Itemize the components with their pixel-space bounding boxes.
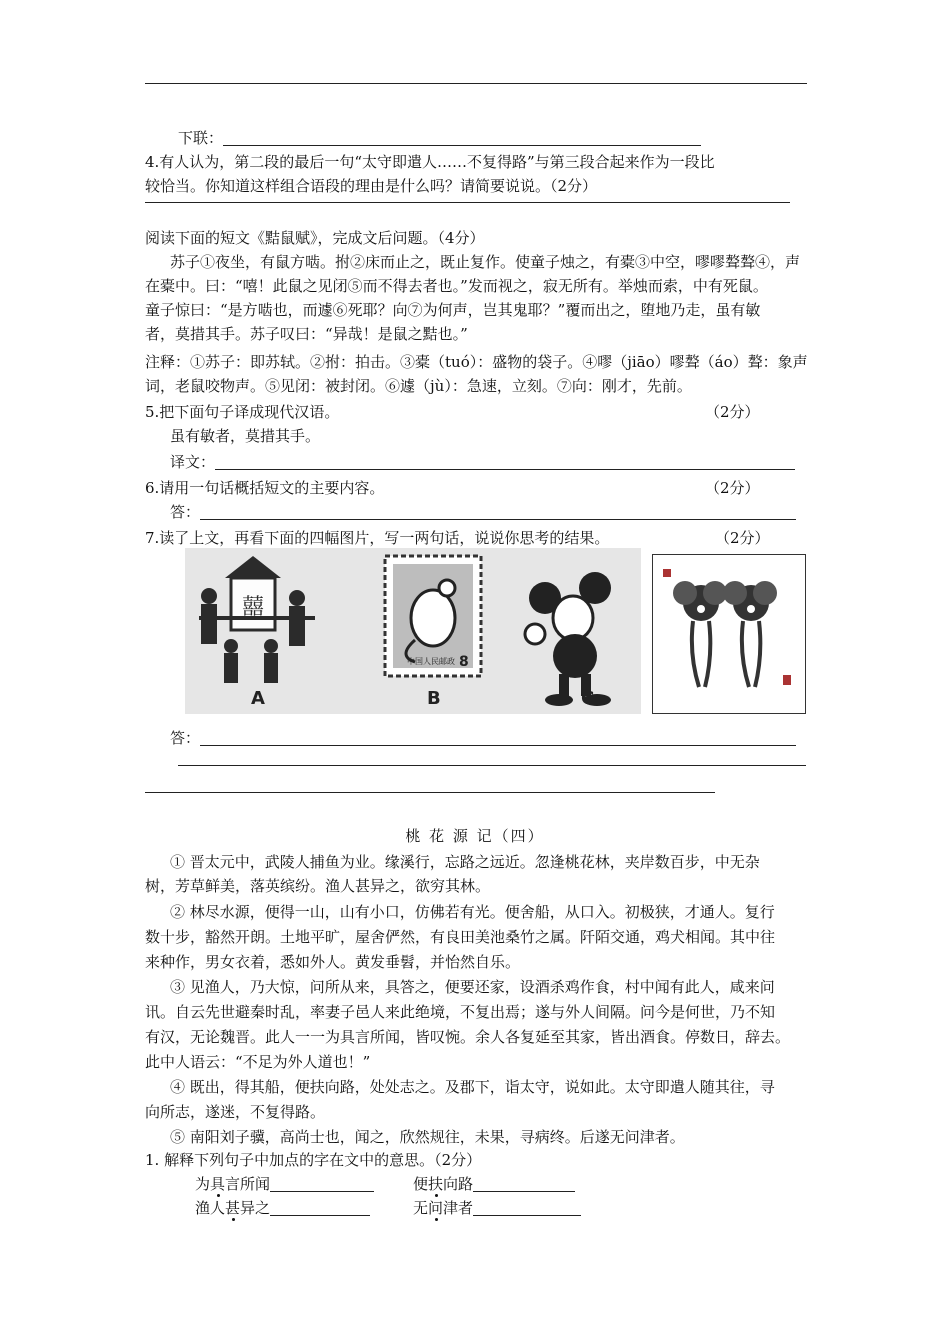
taohua-q1: 1. 解释下列句子中加点的字在文中的意思。（2分） (145, 1151, 482, 1169)
note-line1: 注释：①苏子：即苏轼。②拊：拍击。③橐（tuó）：盛物的袋子。④嘐（jiāo）嘐聱（áo）聱：象声 (145, 353, 808, 371)
reading-p3: 童子惊曰：“是方啮也，而遽⑥死耶？向⑦为何声，岂其鬼耶？”覆而出之，堕地乃走，虽有敏 (145, 301, 761, 319)
q5-answer-blank[interactable] (215, 453, 795, 470)
q6-answer-blank[interactable] (200, 503, 796, 520)
stamp-text: 中国人民邮政 (407, 657, 455, 666)
q5-answer-label: 译文： (170, 453, 216, 471)
taohua-para-line: ⑤ 南阳刘子骥，高尚士也，闻之，欣然规往，未果，寻病终。后遂无问津者。 (170, 1128, 685, 1146)
xialian-line (178, 126, 818, 150)
q7-answer-line3[interactable] (145, 792, 715, 793)
q5-score: （2分） (705, 403, 760, 421)
q7-question: 7.读了上文，再看下面的四幅图片，写一两句话，说说你思考的结果。 (145, 529, 610, 547)
term-item: 无问津者 (413, 1196, 613, 1220)
stamp-icon (385, 556, 481, 676)
q5-question: 5.把下面句子译成现代汉语。 (145, 403, 340, 421)
q7-answer-label: 答： (170, 729, 201, 747)
reading-intro: 阅读下面的短文《黠鼠赋》，完成文后问题。（4分） (145, 229, 485, 247)
term-answer-blank[interactable] (473, 1199, 581, 1216)
q5-sentence: 虽有敏者，莫措其手。 (170, 427, 321, 445)
reading-p4: 者，莫措其手。苏子叹曰：“异哉！是鼠之黠也。” (145, 325, 468, 343)
taohua-para-line: 有汉，无论魏晋。此人一一为具言所闻，皆叹惋。余人各复延至其家，皆出酒食。停数日，辞去。 (145, 1028, 791, 1046)
q7-answer-line2[interactable] (178, 765, 806, 766)
taohua-para-line: 讯。自云先世避秦时乱，率妻子邑人来此绝境，不复出焉；遂与外人间隔。问今是何世，乃不知 (145, 1003, 776, 1021)
xialian-label: 下联： (178, 129, 224, 147)
taohua-para-line: 树，芳草鲜美，落英缤纷。渔人甚异之，欲穷其林。 (145, 877, 491, 895)
note-line2: 词，老鼠咬物声。⑤见闭：被封闭。⑥遽（jù）：急速，立刻。⑦向：刚才，先前。 (145, 377, 692, 395)
taohua-para-line: ④ 既出，得其船，便扶向路，处处志之。及郡下，诣太守，说如此。太守即遣人随其往，寻 (170, 1078, 775, 1096)
q4-line2: 较恰当。你知道这样组合语段的理由是什么吗？请简要说说。（2分） (145, 177, 598, 195)
taohua-para-line: ① 晋太元中，武陵人捕鱼为业。缘溪行，忘路之远近。忽逢桃花林，夹岸数百步，中无杂 (170, 853, 760, 871)
stamp-value: 8 (459, 654, 469, 670)
q4-line1: 4.有人认为，第二段的最后一句“太守即遣人……不复得路”与第三段合起来作为一段比 (145, 153, 715, 171)
taohua-para-line: 此中人语云：“不足为外人道也！” (145, 1053, 371, 1071)
taohua-title: 桃 花 源 记（四） (405, 827, 545, 845)
term-answer-blank[interactable] (473, 1175, 575, 1192)
q4-answer-line[interactable] (145, 202, 790, 203)
term-item: 渔人甚异之 (195, 1196, 395, 1220)
term-answer-blank[interactable] (270, 1199, 370, 1216)
reading-p2: 在橐中。曰：“嘻！此鼠之见闭⑤而不得去者也。”发而视之，寂无所有。举烛而索，中有死鼠。 (145, 277, 768, 295)
ink-mice-painting (652, 554, 806, 714)
mouse-images-strip (185, 548, 641, 714)
top-rule (145, 83, 807, 84)
term-item: 便扶向路 (413, 1172, 613, 1196)
q7-answer-line (170, 726, 810, 750)
q6-question: 6.请用一句话概括短文的主要内容。 (145, 479, 385, 497)
image-label-a: A (251, 688, 265, 709)
svg-text:囍: 囍 (241, 595, 265, 620)
q6-answer-line (170, 500, 810, 524)
term-answer-blank[interactable] (270, 1175, 374, 1192)
image-label-b: B (427, 688, 441, 709)
q7-answer-blank[interactable] (200, 729, 796, 746)
q6-score: （2分） (705, 479, 760, 497)
ink-mice-icon (653, 555, 805, 713)
taohua-para-line: ② 林尽水源，便得一山，山有小口，仿佛若有光。便舍船，从口入。初极狭，才通人。复行 (170, 903, 775, 921)
xialian-answer-blank[interactable] (223, 129, 701, 146)
term-item: 为具言所闻 (195, 1172, 395, 1196)
taohua-para-line: 来种作，男女衣着，悉如外人。黄发垂髫，并怡然自乐。 (145, 953, 521, 971)
q7-score: （2分） (715, 529, 770, 547)
taohua-para-line: 数十步，豁然开朗。土地平旷，屋舍俨然，有良田美池桑竹之属。阡陌交通，鸡犬相闻。其中往 (145, 928, 776, 946)
taohua-para-line: 向所志，遂迷，不复得路。 (145, 1103, 326, 1121)
taohua-para-line: ③ 见渔人，乃大惊，问所从来，具答之，便要还家，设酒杀鸡作食，村中闻有此人，咸来问 (170, 978, 775, 996)
reading-p1: 苏子①夜坐，有鼠方啮。拊②床而止之，既止复作。使童子烛之，有橐③中空，嘐嘐聱聱④，声 (170, 253, 801, 271)
q5-answer-line (170, 450, 810, 474)
q6-answer-label: 答： (170, 503, 201, 521)
image-label-c: C (581, 688, 595, 709)
